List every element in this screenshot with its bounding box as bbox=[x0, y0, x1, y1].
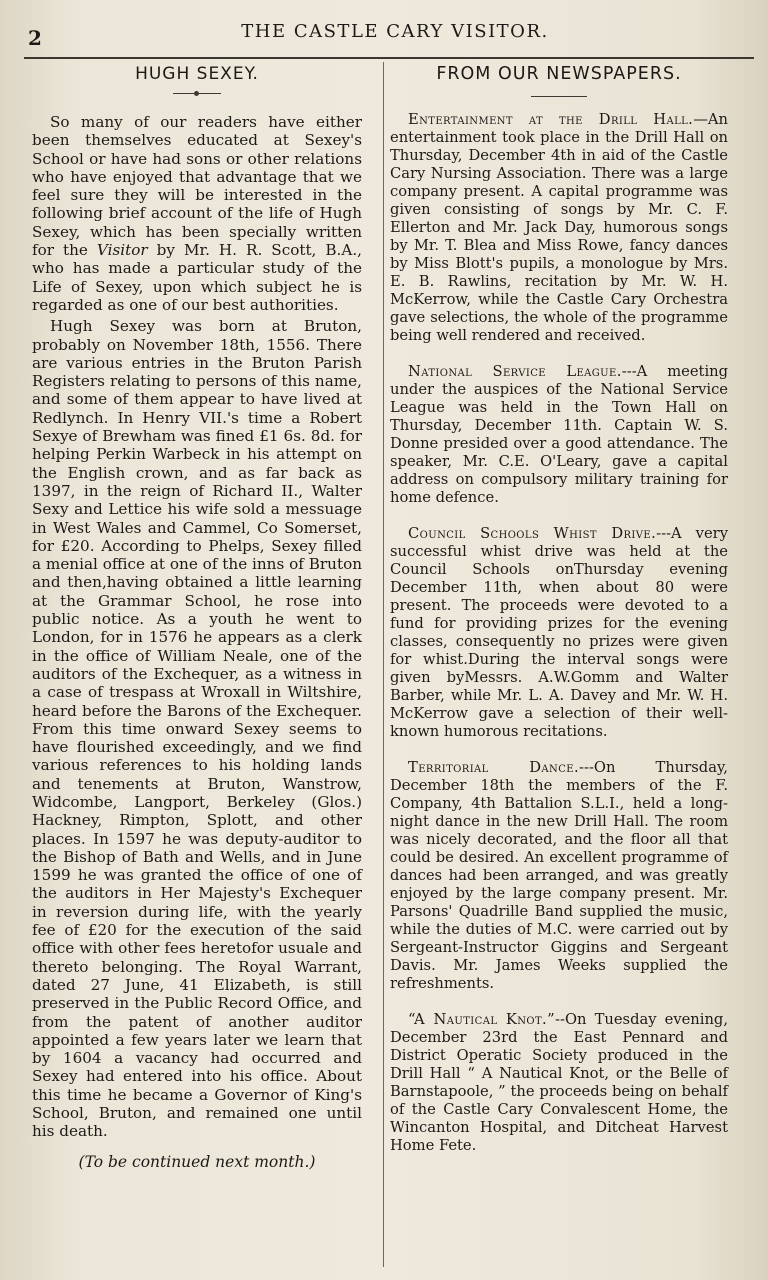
news-item-body: --On Tuesday evening, December 23rd the East Pennard and District Operatic Society produced in the Drill Hall “ A Nautical Knot, or the Belle of Barnstapoole, ” the proceeds being on behalf of the Castle Cary Convalescent Home, the Wincanton Hospital, and Ditcheat Harvest Home Fete. bbox=[390, 1011, 728, 1154]
heading-rule bbox=[531, 96, 587, 97]
news-item-title: Council Schools Whist Drive. bbox=[408, 525, 657, 542]
news-item-title: Entertainment at the Drill Hall. bbox=[408, 111, 694, 128]
header-rule bbox=[24, 57, 754, 59]
news-item bbox=[390, 525, 728, 741]
column-divider bbox=[383, 62, 384, 1267]
intro-text-b: by Mr. H. R. Scott, B.A., who has made a particular study of the Life of Sexey, upon which subject he is regarded as one of our best authorities. bbox=[32, 241, 362, 314]
news-item-title: Territorial Dance. bbox=[408, 759, 580, 776]
page-header bbox=[0, 18, 768, 48]
news-item bbox=[390, 111, 728, 345]
intro-text-a: So many of our readers have either been themselves educated at Sexey's School or have had sons or other relations who have enjoyed that advantage that we feel sure they will be interested in the following brief account of the life of Hugh Sexey, which has been specially written for the bbox=[32, 113, 362, 260]
biography-paragraph: Hugh Sexey was born at Bruton, probably on November 18th, 1556. There are various entries in the Bruton Parish Registers relating to persons of this name, and some of them appear to have lived at Redlynch. In Henry VII.'s time a Robert Sexye of Brewham was fined £1 6s. 8d. for helping Perkin Warbeck in his attempt on the English crown, and as far back as 1397, in the reign of Richard II., Walter Sexy and Lettice his wife sold a messuage in West Wales and Cammel, Co Somerset, for £20. According to Phelps, Sexey filled a menial office at one of the inns of Bruton and then,having obtained a little learning at the Grammar School, he rose into public notice. As a youth he went to London, for in 1576 he appears as a clerk in the office of William Neale, one of the auditors of the Exchequer, as a witness in a case of trespass at Wroxall in Wiltshire, heard before the Barons of the Exchequer. From this time onward Sexey seems to have flourished exceedingly, and we find various references to his holding lands and tenements at Bruton, Wanstrow, Widcombe, Langport, Berkeley (Glos.) Hackney, Rimpton, Splott, and other places. In 1597 he was deputy-auditor to the Bishop of Bath and Wells, and in June 1599 he was granted the office of one of the auditors in Her Majesty's Exchequer in reversion during life, with the yearly fee of £20 for the execution of the said office with other fees heretofor usuale and thereto belonging. The Royal Warrant, dated 27 June, 41 Elizabeth, is still preserved in the Public Record Office, and from the patent of another auditor appointed a few years later we learn that by 1604 a vacancy had occurred and Sexey had entered into his office. About this time he became a Governor of King's School, Bruton, and remained one until his death. bbox=[32, 317, 362, 1141]
news-item-title: National Service League. bbox=[408, 363, 622, 380]
journal-title: THE CASTLE CARY VISITOR. bbox=[241, 21, 549, 42]
news-item-body: ---On Thursday, December 18th the members of the F. Company, 4th Battalion S.L.I., held a long-night dance in the new Drill Hall. The room was nicely decorated, and the floor all that could be desired. An excellent programme of dances had been arranged, and was greatly enjoyed by the large company present. Mr. Parsons' Quadrille Band supplied the music, while the duties of M.C. were carried out by Sergeant-Instructor Giggins and Sergeant Davis. Mr. James Weeks supplied the refreshments. bbox=[390, 759, 728, 992]
heading-ornament bbox=[173, 93, 221, 94]
news-item bbox=[390, 363, 728, 507]
article-heading-hugh-sexey: HUGH SEXEY. bbox=[135, 64, 259, 84]
news-item-body: ---A very successful whist drive was held at the Council Schools onThursday evening December 11th, when about 80 were present. The proceeds were devoted to a fund for providing prizes for the evening classes, consequently no prizes were given for whist.During the interval songs were given byMessrs. A.W.Gomm and Walter Barber, while Mr. L. A. Davey and Mr. W. H. McKerrow gave a selection of their well-known humorous recitations. bbox=[390, 525, 728, 740]
right-column bbox=[390, 62, 728, 1267]
continued-note: (To be continued next month.) bbox=[78, 1152, 316, 1171]
news-item bbox=[390, 1011, 728, 1155]
intro-paragraph bbox=[32, 113, 362, 314]
left-column bbox=[32, 62, 362, 1267]
section-heading-newspapers: FROM OUR NEWSPAPERS. bbox=[436, 64, 682, 84]
news-item-title: “A Nautical Knot.” bbox=[408, 1011, 556, 1028]
intro-visitor-italic: Visitor bbox=[96, 241, 148, 260]
news-item-body: —An entertainment took place in the Drill Hall on Thursday, December 4th in aid of the Castle Cary Nursing Association. There was a large company present. A capital programme was given consisting of songs by Mr. C. F. Ellerton and Mr. Jack Day, humorous songs by Mr. T. Blea and Miss Rowe, fancy dances by Miss Blott's pupils, a monologue by Mrs. E. B. Rawlins, recitation by Mr. W. H. McKerrow, while the Castle Cary Orchestra gave selections, the whole of the programme being well rendered and received. bbox=[390, 111, 728, 344]
news-item bbox=[390, 759, 728, 993]
page-number: 2 bbox=[28, 26, 42, 50]
news-item-body: ---A meeting under the auspices of the National Service League was held in the Town Hall on Thursday, December 11th. Captain W. S. Donne presided over a good attendance. The speaker, Mr. C.E. O'Leary, gave a capital address on compulsory military training for home defence. bbox=[390, 363, 728, 506]
